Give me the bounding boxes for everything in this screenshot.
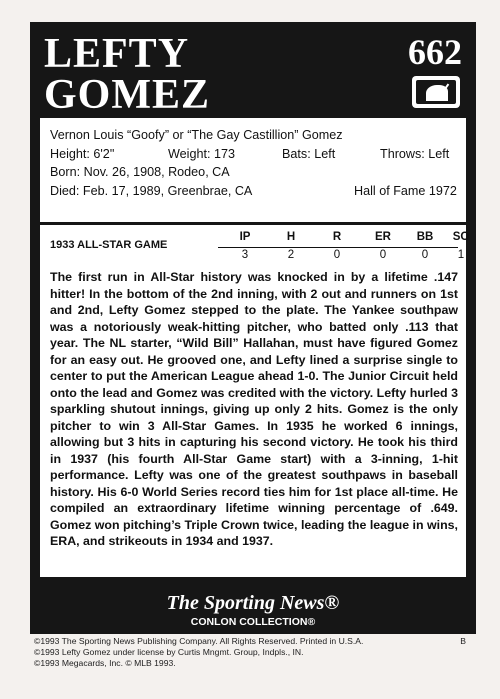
bats: Bats: Left xyxy=(282,146,336,161)
hall-of-fame: Hall of Fame 1972 xyxy=(354,183,457,198)
copyright-footer xyxy=(34,636,363,669)
died-row xyxy=(50,182,458,201)
copyright-line: ©1993 Lefty Gomez under license by Curtis Mngmt. Group, Indpls., IN. xyxy=(34,647,304,657)
sporting-news-logo: The Sporting News® xyxy=(166,592,340,614)
stat-line xyxy=(50,231,470,265)
bio-panel xyxy=(40,118,466,222)
print-code: B xyxy=(460,636,466,646)
copyright-line: ©1993 Megacards, Inc. © MLB 1993. xyxy=(34,658,176,668)
died: Died: Feb. 17, 1989, Greenbrae, CA xyxy=(50,183,253,198)
physical-row xyxy=(50,145,458,164)
mlb-logo-icon xyxy=(412,76,460,108)
stat-label: H xyxy=(286,231,296,243)
story-text: The first run in All-Star history was knocked in by a lifetime .147 hitter! In the bottom of the 2nd inning, with 2 out and runners on 1st and 2nd, Lefty Gomez stepped to the plate. The Yankee southpaw was a notoriously weak-hitting pitcher, who batted only .113 that year. The NL starter, “Wild Bill” Hallahan, must have figured Gomez for an easy out. He grooved one, and Lefty lined a surprise single to center to put the American League ahead 1-0. The Junior Circuit held onto the lead and Gomez was credited with the victory. Lefty hurled 3 sparkling shutout innings, giving up only 2 hits. Gomez is the only pitcher to win 3 All-Star Games. In 1935 he worked 6 innings, allowing but 3 hits in capturing his second victory. He took his third in 1937 (his fourth All-Star Game start) with a 3-inning, 1-hit performance. Lefty was one of the greatest southpaws in baseball history. His 6-0 World Series record ties him for 1st place all-time. He compiled an extraordinary lifetime winning percentage of .649. Gomez won pitching’s Triple Crown twice, leading the league in wins, ERA, and strikeouts in 1934 and 1937. xyxy=(50,270,458,548)
player-name xyxy=(44,31,211,118)
copyright-line: ©1993 The Sporting News Publishing Company. All Rights Reserved. Printed in U.S.A. xyxy=(34,636,364,646)
stats-panel xyxy=(40,225,470,577)
stat-value: 2 xyxy=(287,249,295,261)
stat-label: IP xyxy=(239,231,251,243)
stat-value: 1 xyxy=(457,249,465,261)
first-name: LEFTY xyxy=(44,31,190,77)
brand-block xyxy=(30,592,476,628)
full-name: Vernon Louis “Goofy” or “The Gay Castillion” Gomez xyxy=(50,128,343,142)
born: Born: Nov. 26, 1908, Rodeo, CA xyxy=(50,165,230,179)
stat-value: 0 xyxy=(333,249,341,261)
height: Height: 6'2" xyxy=(50,146,115,161)
stat-value: 3 xyxy=(241,249,249,261)
stat-label: ER xyxy=(375,231,391,243)
stat-value: 0 xyxy=(421,249,429,261)
card-number: 662 xyxy=(408,32,462,72)
game-label: 1933 ALL-STAR GAME xyxy=(50,239,168,251)
stat-divider xyxy=(218,247,458,248)
stat-value: 0 xyxy=(379,249,387,261)
last-name: GOMEZ xyxy=(44,72,211,118)
throws: Throws: Left xyxy=(380,146,450,161)
stat-label: SO xyxy=(452,231,470,243)
stat-label: BB xyxy=(416,231,434,243)
conlon-collection: CONLON COLLECTION® xyxy=(190,616,316,628)
weight: Weight: 173 xyxy=(168,146,235,161)
stat-label: R xyxy=(332,231,342,243)
card-back xyxy=(30,22,476,634)
